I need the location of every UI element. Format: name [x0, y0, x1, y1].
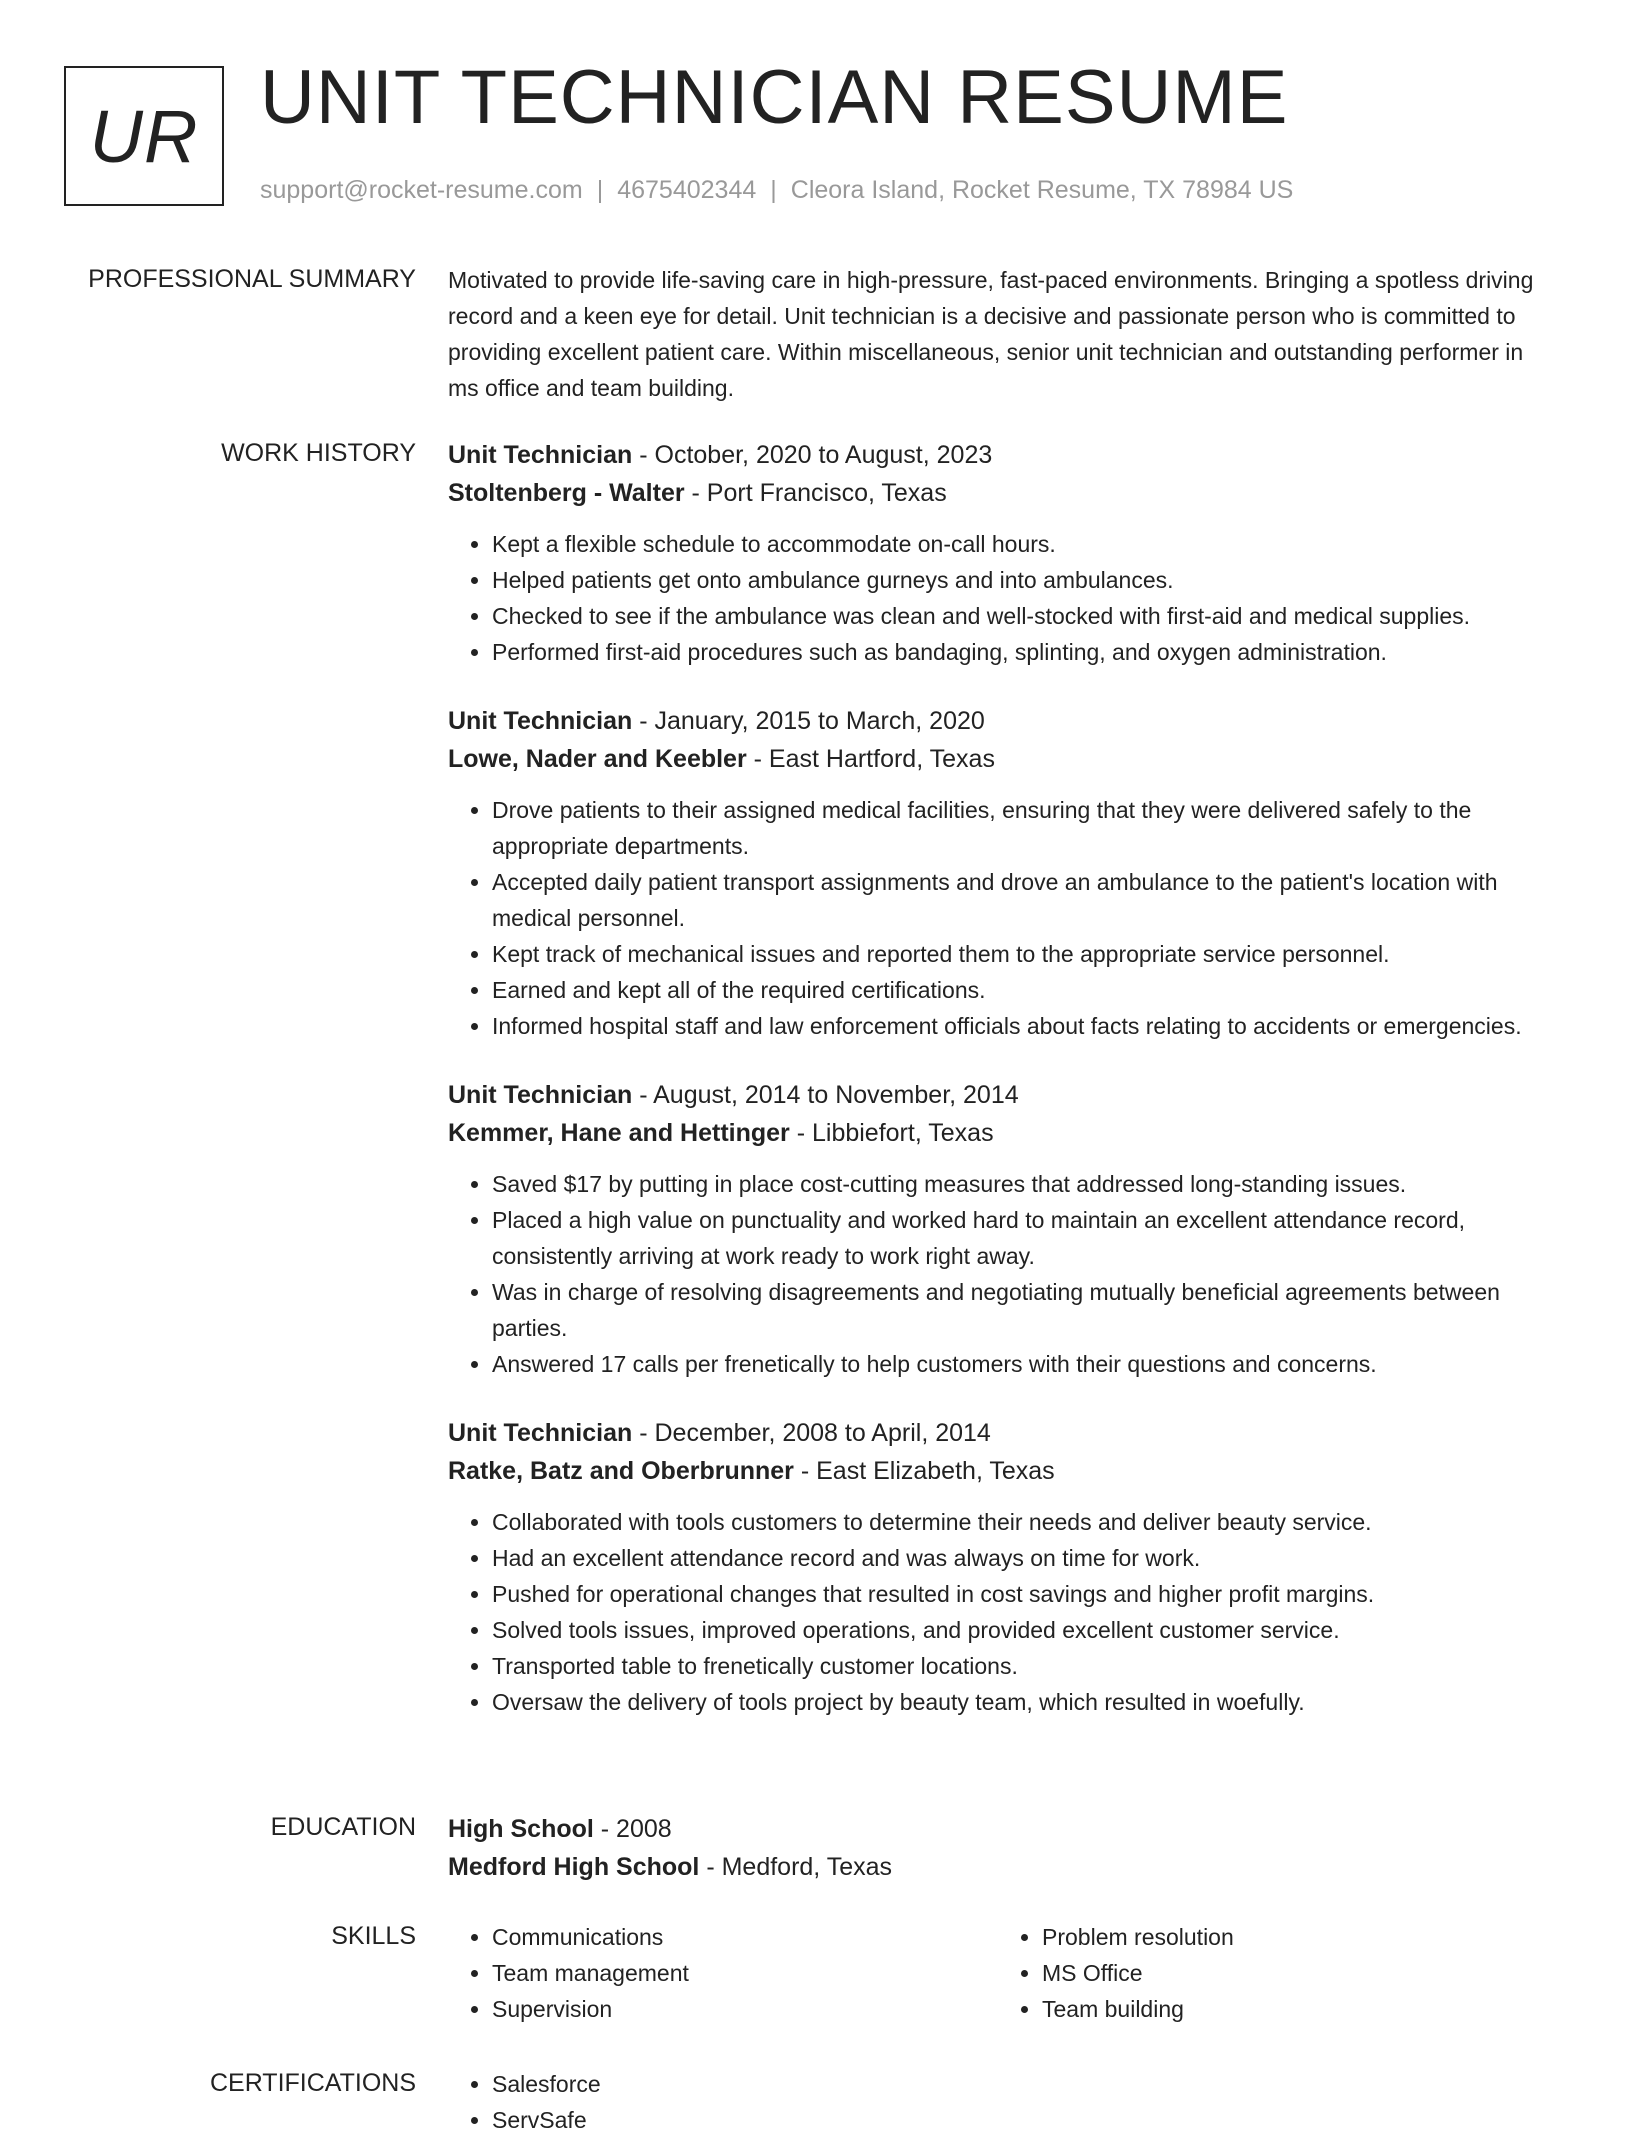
job-bullet: • Drove patients to their assigned medical facilities, ensuring that they were delivered safely to the appropriate departments. [492, 792, 1558, 864]
job-bullet: • Saved $17 by putting in place cost-cutting measures that addressed long-standing issues. [492, 1166, 1558, 1202]
skill-item: • Supervision [492, 1991, 998, 2027]
contact-separator: | [770, 176, 777, 204]
job-bullet: • Earned and kept all of the required certifications. [492, 972, 1558, 1008]
job-bullet: • Had an excellent attendance record and was always on time for work. [492, 1540, 1558, 1576]
monogram-box [64, 66, 224, 206]
job-dates: - December, 2008 to April, 2014 [632, 1419, 991, 1447]
monogram-initials: UR [89, 94, 199, 178]
job-bullet: • Transported table to frenetically customer locations. [492, 1648, 1558, 1684]
education-year: - 2008 [593, 1815, 672, 1843]
job-company: Kemmer, Hane and Hettinger [448, 1119, 790, 1147]
education-degree: High School [448, 1815, 594, 1843]
job-bullets [448, 1166, 1558, 1382]
work-heading: WORK HISTORY [221, 439, 416, 467]
job-title: Unit Technician [448, 707, 633, 735]
job-bullet: • Accepted daily patient transport assignments and drove an ambulance to the patient's location with medical personnel. [492, 864, 1558, 936]
job-bullet: • Checked to see if the ambulance was clean and well-stocked with first-aid and medical supplies. [492, 598, 1558, 634]
job-bullet: • Performed first-aid procedures such as bandaging, splinting, and oxygen administration. [492, 634, 1558, 670]
job-dates: - January, 2015 to March, 2020 [632, 707, 985, 735]
certification-item: • Salesforce [492, 2066, 1558, 2102]
job-company-line [448, 474, 1558, 512]
job-company: Lowe, Nader and Keebler [448, 745, 747, 773]
job-bullet: • Solved tools issues, improved operations, and provided excellent customer service. [492, 1612, 1558, 1648]
education-school-line [448, 1848, 1558, 1886]
certifications-heading: CERTIFICATIONS [209, 2069, 416, 2097]
job-bullet: • Was in charge of resolving disagreements and negotiating mutually beneficial agreements between parties. [492, 1274, 1558, 1346]
summary-heading: PROFESSIONAL SUMMARY [88, 265, 416, 293]
job-bullet: • Kept a flexible schedule to accommodate on-call hours. [492, 526, 1558, 562]
job-entry [448, 436, 1558, 670]
skill-item: • Problem resolution [1042, 1919, 1548, 1955]
contact-phone: 4675402344 [617, 176, 757, 204]
education-degree-line [448, 1810, 1558, 1848]
job-bullet: • Pushed for operational changes that resulted in cost savings and higher profit margins. [492, 1576, 1558, 1612]
contact-separator: | [596, 176, 604, 204]
resume-title: UNIT TECHNICIAN RESUME [260, 55, 1289, 140]
skills-column [998, 1919, 1548, 2027]
job-bullets [448, 526, 1558, 670]
job-company: Ratke, Batz and Oberbrunner [448, 1457, 794, 1485]
job-bullet: • Informed hospital staff and law enforcement officials about facts relating to accidents or emergencies. [492, 1008, 1558, 1044]
job-company-line [448, 1452, 1558, 1490]
job-bullet: • Helped patients get onto ambulance gurneys and into ambulances. [492, 562, 1558, 598]
job-entry [448, 1076, 1558, 1382]
contact-line [260, 176, 1293, 205]
skill-item: • Team management [492, 1955, 998, 1991]
skill-item: • Team building [1042, 1991, 1548, 2027]
contact-email: support@rocket-resume.com [260, 176, 583, 204]
certification-item: • ServSafe [492, 2102, 1558, 2138]
job-bullet: • Oversaw the delivery of tools project by beauty team, which resulted in woefully. [492, 1684, 1558, 1720]
skill-item: • Communications [492, 1919, 998, 1955]
job-bullet: • Kept track of mechanical issues and reported them to the appropriate service personnel. [492, 936, 1558, 972]
skills-column [448, 1919, 998, 2027]
work-list [448, 436, 1558, 1752]
job-title-line [448, 702, 1558, 740]
job-entry [448, 702, 1558, 1044]
skill-item: • MS Office [1042, 1955, 1548, 1991]
job-title-line [448, 436, 1558, 474]
certifications-list [448, 2066, 1558, 2138]
job-company-line [448, 1114, 1558, 1152]
job-location: - East Hartford, Texas [746, 745, 995, 773]
job-dates: - August, 2014 to November, 2014 [632, 1081, 1019, 1109]
job-bullets [448, 1504, 1558, 1720]
job-location: - Port Francisco, Texas [684, 479, 947, 507]
summary-text: Motivated to provide life-saving care in high-pressure, fast-paced environments. Bringing a spotless driving record and a keen eye for detail. Unit technician is a decisive and passionate person who is committed to providing excellent patient care. Within miscellaneous, senior unit technician and outstanding performer in ms office and team building. [448, 267, 1534, 401]
job-title: Unit Technician [448, 441, 633, 469]
job-title-line [448, 1414, 1558, 1452]
job-bullet: • Placed a high value on punctuality and worked hard to maintain an excellent attendance record, consistently arriving at work ready to work right away. [492, 1202, 1558, 1274]
job-bullets [448, 792, 1558, 1044]
job-location: - East Elizabeth, Texas [793, 1457, 1055, 1485]
education-location: - Medford, Texas [699, 1853, 893, 1881]
contact-address: Cleora Island, Rocket Resume, TX 78984 US [790, 176, 1294, 204]
job-company: Stoltenberg - Walter [448, 479, 685, 507]
education-heading: EDUCATION [270, 1813, 416, 1841]
job-bullet: • Answered 17 calls per frenetically to help customers with their questions and concerns. [492, 1346, 1558, 1382]
job-bullet: • Collaborated with tools customers to determine their needs and deliver beauty service. [492, 1504, 1558, 1540]
job-company-line [448, 740, 1558, 778]
job-title: Unit Technician [448, 1419, 633, 1447]
job-entry [448, 1414, 1558, 1720]
education-school: Medford High School [448, 1853, 700, 1881]
job-location: - Libbiefort, Texas [789, 1119, 994, 1147]
job-title-line [448, 1076, 1558, 1114]
job-title: Unit Technician [448, 1081, 633, 1109]
job-dates: - October, 2020 to August, 2023 [632, 441, 993, 469]
skills-heading: SKILLS [331, 1922, 416, 1950]
